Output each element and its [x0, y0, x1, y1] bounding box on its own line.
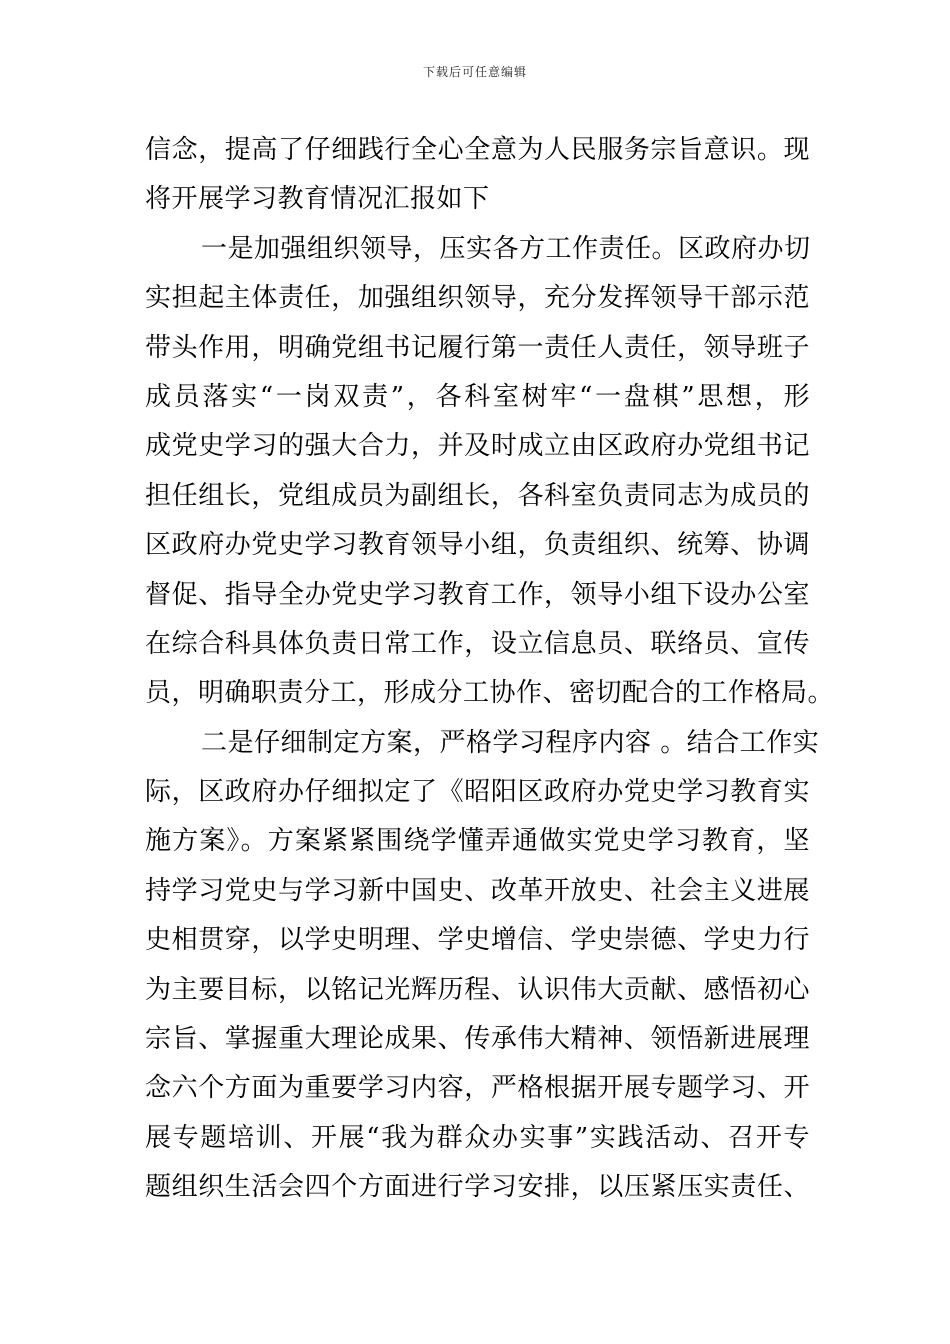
text-line: 成党史学习的强大合力，并及时成立由区政府办党组书记	[145, 431, 810, 462]
text-line: 持学习党史与学习新中国史、改革开放史、社会主义进展	[145, 875, 810, 906]
text-line: 实担起主体责任，加强组织领导，充分发挥领导干部示范	[145, 283, 810, 314]
text-line: 在综合科具体负责日常工作，设立信息员、联络员、宣传	[145, 628, 810, 659]
text-line: 成员落实“一岗双责”，各科室树牢“一盘棋”思想，形	[145, 381, 810, 412]
text-line: 宗旨、掌握重大理论成果、传承伟大精神、领悟新进展理	[145, 1024, 810, 1055]
paragraph	[145, 126, 810, 225]
text-line: 带头作用，明确党组书记履行第一责任人责任，领导班子	[145, 332, 810, 363]
text-line: 际，区政府办仔细拟定了《昭阳区政府办党史学习教育实	[145, 777, 810, 808]
document-body	[145, 126, 835, 1213]
paragraph	[145, 225, 835, 719]
text-line: 施方案》。方案紧紧围绕学懂弄通做实党史学习教育，坚	[145, 826, 810, 857]
text-line: 督促、指导全办党史学习教育工作，领导小组下设办公室	[145, 579, 810, 610]
text-line: 区政府办党史学习教育领导小组，负责组织、统筹、协调	[145, 530, 810, 561]
text-line: 展专题培训、开展“我为群众办实事”实践活动、召开专	[145, 1122, 810, 1153]
text-line: 二是仔细制定方案，严格学习程序内容 。结合工作实	[201, 727, 820, 758]
page-header: 下载后可任意编辑	[422, 65, 527, 79]
paragraph	[145, 719, 820, 1213]
text-line: 将开展学习教育情况汇报如下	[145, 184, 490, 215]
text-line: 史相贯穿，以学史明理、学史增信、学史崇德、学史力行	[145, 925, 810, 956]
text-line: 题组织生活会四个方面进行学习安排，以压紧压实责任、	[145, 1172, 810, 1203]
text-line: 担任组长，党组成员为副组长，各科室负责同志为成员的	[145, 480, 810, 511]
text-line: 念六个方面为重要学习内容，严格根据开展专题学习、开	[145, 1073, 810, 1104]
text-line: 员，明确职责分工，形成分工协作、密切配合的工作格局。	[145, 678, 835, 709]
text-line: 为主要目标，以铭记光辉历程、认识伟大贡献、感悟初心	[145, 974, 810, 1005]
text-line: 信念，提高了仔细践行全心全意为人民服务宗旨意识。现	[145, 135, 810, 165]
text-line: 一是加强组织领导，压实各方工作责任。区政府办切	[201, 233, 811, 264]
